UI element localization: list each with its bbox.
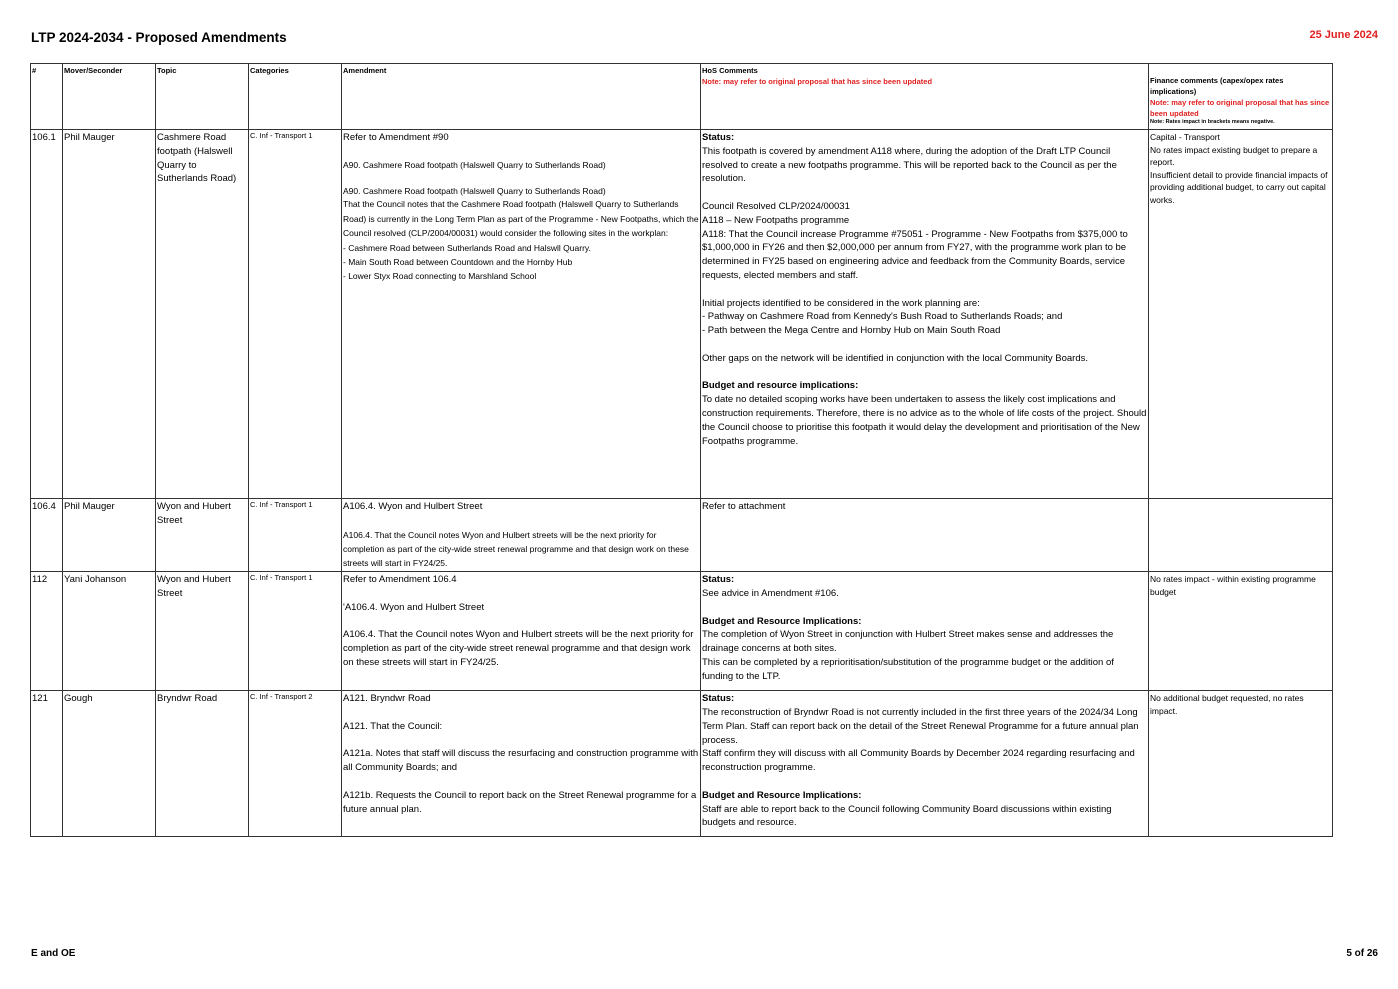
hos-paragraph: A118: That the Council increase Programme #75051 - Programme - New Footpaths from $375,000 to $1,000,000 in FY26 and then $2,000,000 per annum from FY27, with the programme work plan to be determined in FY25 based on engineering advice and feedback from the Community Boards, service requests, elected members and staff. xyxy=(702,228,1128,281)
amendment-line: A121. That the Council: xyxy=(343,720,443,732)
hos-paragraph: To date no detailed scoping works have been undertaken to assess the likely cost implications and construction requirements. Therefore, there is no advice as to the whole of life costs of the project. Should the Council choose to prioritise this footpath it would delay the development and prioritisation of the New Footpaths programme. xyxy=(702,394,1147,447)
budget-label: Budget and resource implications: xyxy=(702,380,859,392)
finance-header-label: Finance comments (capex/opex rates implications) xyxy=(1150,76,1284,96)
cell-hos-comments: Refer to attachment xyxy=(701,499,1149,572)
col-header-categories: Categories xyxy=(249,64,342,130)
col-header-hos xyxy=(701,64,1149,130)
hos-paragraph: - Pathway on Cashmere Road from Kennedy's Bush Road to Sutherlands Roads; and xyxy=(702,311,1063,323)
cell-amendment xyxy=(342,130,701,499)
document-date: 25 June 2024 xyxy=(1309,29,1378,41)
finance-header-tiny-note: Note: Rates impact in brackets means negative. xyxy=(1150,119,1275,125)
amendment-line: A106.4. That the Council notes Wyon and Hulbert streets will be the next priority for completion as part of the city-wide street renewal programme and that design work on these streets will start in FY24/25. xyxy=(343,529,689,568)
cell-mover: Gough xyxy=(63,691,156,837)
status-label: Status: xyxy=(702,574,735,586)
amendment-line: - Cashmere Road between Sutherlands Road and Halswll Quarry. xyxy=(343,242,591,253)
finance-line: No rates impact - within existing programme budget xyxy=(1150,574,1316,597)
cell-finance xyxy=(1149,691,1333,837)
cell-finance xyxy=(1149,572,1333,691)
cell-category: C. Inf - Transport 1 xyxy=(249,572,342,691)
cell-num: 112 xyxy=(31,572,63,691)
cell-mover: Phil Mauger xyxy=(63,130,156,499)
table-header-row xyxy=(31,64,1333,130)
hos-header-note: Note: may refer to original proposal that has since been updated xyxy=(702,77,933,86)
hos-paragraph: Other gaps on the network will be identified in conjunction with the local Community Boards. xyxy=(702,352,1089,364)
cell-topic: Wyon and Hubert Street xyxy=(156,499,249,572)
cell-num: 121 xyxy=(31,691,63,837)
cell-mover: Yani Johanson xyxy=(63,572,156,691)
amendment-line: - Main South Road between Countdown and the Hornby Hub xyxy=(343,257,573,268)
cell-amendment xyxy=(342,572,701,691)
cell-hos-comments xyxy=(701,691,1149,837)
hos-paragraph: A118 – New Footpaths programme xyxy=(702,214,850,226)
status-label: Status: xyxy=(702,132,735,143)
col-header-mover: Mover/Seconder xyxy=(63,64,156,130)
hos-header-label: HoS Comments xyxy=(702,66,758,75)
hos-paragraph: This can be completed by a reprioritisation/substitution of the programme budget or the addition of funding to the LTP. xyxy=(702,656,1114,682)
col-header-amendment: Amendment xyxy=(342,64,701,130)
hos-paragraph: Staff confirm they will discuss with all Community Boards by December 2024 regarding resurfacing and reconstruction programme. xyxy=(702,748,1135,774)
cell-finance xyxy=(1149,499,1333,572)
amendment-line: A106.4. That the Council notes Wyon and Hulbert streets will be the next priority for completion as part of the city-wide street renewal programme and that design work on these streets will start in FY24/25. xyxy=(343,629,694,668)
amendment-line: A121a. Notes that staff will discuss the resurfacing and construction programme with all Community Boards; and xyxy=(343,748,699,774)
cell-amendment xyxy=(342,499,701,572)
hos-paragraph: See advice in Amendment #106. xyxy=(702,588,839,599)
page-number: 5 of 26 xyxy=(1346,948,1378,959)
table-row xyxy=(31,499,1333,572)
table-row xyxy=(31,572,1333,691)
amendment-line: A106.4. Wyon and Hulbert Street xyxy=(343,501,483,512)
cell-num: 106.4 xyxy=(31,499,63,572)
table-row xyxy=(31,130,1333,499)
amendment-line: 'A106.4. Wyon and Hulbert Street xyxy=(343,601,485,613)
hos-paragraph: Staff are able to report back to the Council following Community Board discussions within existing budgets and resource. xyxy=(702,803,1112,829)
amendment-line: Refer to Amendment #90 xyxy=(343,132,449,143)
finance-header-note: Note: may refer to original proposal that has since been updated xyxy=(1150,98,1330,118)
table-row xyxy=(31,691,1333,837)
cell-finance xyxy=(1149,130,1333,499)
cell-topic: Wyon and Hubert Street xyxy=(156,572,249,691)
status-label: Status: xyxy=(702,693,735,705)
finance-line: No additional budget requested, no rates impact. xyxy=(1150,693,1304,716)
cell-topic: Bryndwr Road xyxy=(156,691,249,837)
amendment-line: A90. Cashmere Road footpath (Halswell Quarry to Sutherlands Road) xyxy=(343,159,606,170)
budget-label: Budget and Resource Implications: xyxy=(702,615,862,627)
finance-line: No rates impact existing budget to prepare a report. xyxy=(1150,144,1318,167)
finance-line: Capital - Transport xyxy=(1150,132,1220,142)
page-title: LTP 2024-2034 - Proposed Amendments xyxy=(31,30,287,45)
cell-amendment xyxy=(342,691,701,837)
amendment-line: Refer to Amendment 106.4 xyxy=(343,574,457,586)
hos-paragraph: The completion of Wyon Street in conjunction with Hulbert Street makes sense and addresses the drainage concerns at both sites. xyxy=(702,629,1114,655)
footer-disclaimer: E and OE xyxy=(31,948,76,959)
col-header-topic: Topic xyxy=(156,64,249,130)
cell-category: C. Inf - Transport 2 xyxy=(249,691,342,837)
cell-category: C. Inf - Transport 1 xyxy=(249,499,342,572)
hos-paragraph: Council Resolved CLP/2024/00031 xyxy=(702,200,850,212)
hos-paragraph: The reconstruction of Bryndwr Road is not currently included in the first three years of the 2024/34 Long Term Plan. Staff can report back on the detail of the Street Renewal Programme for a future annual plan process. xyxy=(702,707,1139,746)
amendment-line: - Lower Styx Road connecting to Marshland School xyxy=(343,271,537,282)
finance-line: Insufficient detail to provide financial impacts of providing additional budget, to carry out capital works. xyxy=(1150,169,1328,205)
amendment-line: That the Council notes that the Cashmere Road footpath (Halswell Quarry to Sutherlands Road) is currently in the Long Term Plan as part of the Programme - New Footpaths, which the Council resolved (CLP/2004/00031) would consider the following sites in the workplan: xyxy=(343,199,699,239)
amendment-line: A121. Bryndwr Road xyxy=(343,693,431,705)
hos-paragraph: Initial projects identified to be considered in the work planning are: xyxy=(702,297,980,309)
cell-hos-comments xyxy=(701,130,1149,499)
budget-label: Budget and Resource Implications: xyxy=(702,789,862,801)
cell-mover: Phil Mauger xyxy=(63,499,156,572)
amendment-line: A90. Cashmere Road footpath (Halswell Quarry to Sutherlands Road) xyxy=(343,185,606,196)
hos-paragraph: - Path between the Mega Centre and Hornby Hub on Main South Road xyxy=(702,325,1001,337)
amendments-table xyxy=(30,63,1333,837)
cell-hos-comments xyxy=(701,572,1149,691)
col-header-num: # xyxy=(31,64,63,130)
hos-paragraph: This footpath is covered by amendment A118 where, during the adoption of the Draft LTP Council resolved to create a new footpaths programme. This will be reported back to the Council as per the resolution. xyxy=(702,145,1117,185)
cell-num: 106.1 xyxy=(31,130,63,499)
cell-topic: Cashmere Road footpath (Halswell Quarry to Sutherlands Road) xyxy=(156,130,249,499)
cell-category: C. Inf - Transport 1 xyxy=(249,130,342,499)
amendment-line: A121b. Requests the Council to report back on the Street Renewal programme for a future annual plan. xyxy=(343,789,697,815)
col-header-finance xyxy=(1149,64,1333,130)
